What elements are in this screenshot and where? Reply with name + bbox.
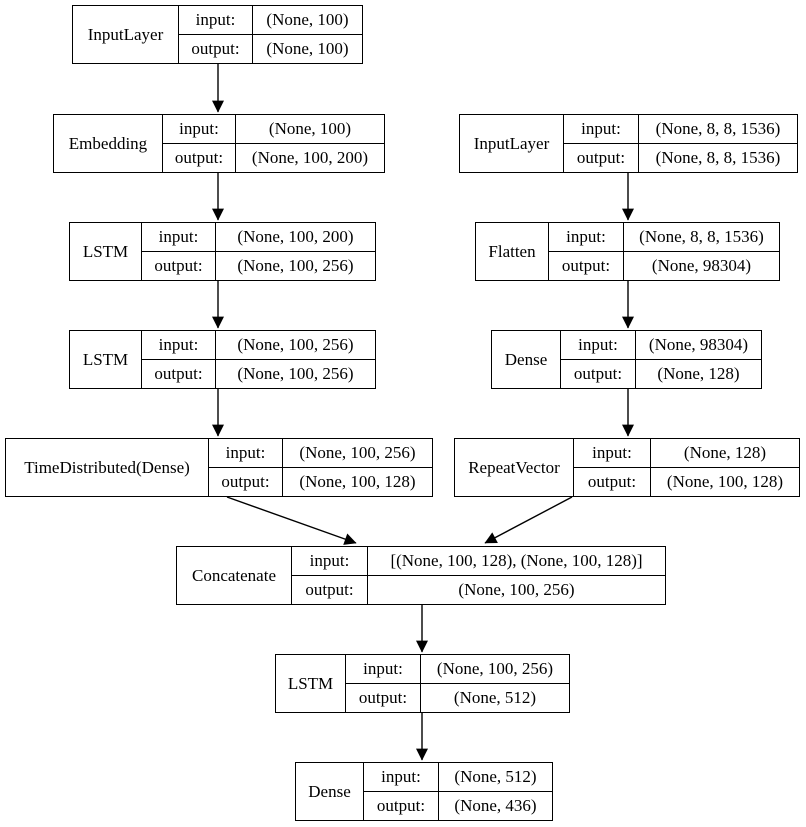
input-label: input: — [142, 331, 216, 359]
layer-name: Dense — [296, 763, 364, 820]
input-shape: (None, 100, 256) — [237, 335, 354, 354]
output-label: output: — [142, 360, 216, 388]
node-repeatvector — [454, 438, 800, 497]
output-shape: (None, 100, 200) — [251, 148, 369, 167]
output-shape: (None, 100, 128) — [666, 472, 784, 491]
input-label: input: — [163, 115, 236, 143]
layer-name: InputLayer — [460, 115, 564, 172]
layer-name: LSTM — [70, 331, 142, 388]
input-label: input: — [346, 655, 421, 683]
input-shape: (None, 100, 200) — [237, 227, 354, 246]
output-label: output: — [564, 144, 639, 172]
output-shape: (None, 100) — [266, 39, 349, 58]
input-label: input: — [209, 439, 283, 467]
output-label: output: — [574, 468, 651, 496]
input-label: input: — [179, 6, 253, 34]
input-shape: [(None, 100, 128), (None, 100, 128)] — [390, 551, 643, 570]
output-shape: (None, 128) — [657, 364, 740, 383]
layer-name: InputLayer — [73, 6, 179, 63]
output-label: output: — [163, 144, 236, 172]
output-label: output: — [142, 252, 216, 280]
output-label: output: — [549, 252, 624, 280]
node-dense-1 — [491, 330, 762, 389]
output-shape: (None, 436) — [454, 796, 537, 815]
layer-name: Concatenate — [177, 547, 292, 604]
input-shape: (None, 100) — [266, 10, 349, 29]
input-shape: (None, 100, 256) — [436, 659, 554, 678]
layer-name: TimeDistributed(Dense) — [6, 439, 209, 496]
layer-name: LSTM — [70, 223, 142, 280]
input-shape: (None, 100, 256) — [299, 443, 416, 462]
output-label: output: — [561, 360, 636, 388]
output-shape: (None, 100, 256) — [237, 256, 354, 275]
node-inputlayer-2 — [459, 114, 798, 173]
input-label: input: — [364, 763, 439, 791]
input-label: input: — [292, 547, 368, 575]
layer-name: Embedding — [54, 115, 163, 172]
layer-name: LSTM — [276, 655, 346, 712]
input-shape: (None, 512) — [454, 767, 537, 786]
layer-name: RepeatVector — [455, 439, 574, 496]
output-label: output: — [364, 792, 439, 820]
output-shape: (None, 100, 256) — [237, 364, 354, 383]
input-shape: (None, 8, 8, 1536) — [639, 227, 764, 246]
output-shape: (None, 100, 256) — [458, 580, 575, 599]
layer-name: Flatten — [476, 223, 549, 280]
input-label: input: — [574, 439, 651, 467]
output-label: output: — [179, 35, 253, 63]
input-label: input: — [549, 223, 624, 251]
output-shape: (None, 512) — [453, 688, 537, 707]
input-label: input: — [142, 223, 216, 251]
output-shape: (None, 100, 128) — [299, 472, 416, 491]
input-shape: (None, 8, 8, 1536) — [655, 119, 781, 138]
output-label: output: — [292, 576, 368, 604]
node-embedding — [53, 114, 385, 173]
node-lstm-2 — [69, 330, 376, 389]
node-dense-2 — [295, 762, 553, 821]
edge-repeatvector-concatenate — [485, 497, 572, 543]
input-shape: (None, 100) — [268, 119, 352, 138]
node-timedistributed-dense — [5, 438, 433, 497]
node-flatten — [475, 222, 780, 281]
node-lstm-3 — [275, 654, 570, 713]
node-lstm-1 — [69, 222, 376, 281]
node-inputlayer-1 — [72, 5, 363, 64]
output-shape: (None, 98304) — [651, 256, 752, 275]
output-shape: (None, 8, 8, 1536) — [655, 148, 781, 167]
input-shape: (None, 98304) — [648, 335, 749, 354]
input-label: input: — [564, 115, 639, 143]
node-concatenate — [176, 546, 666, 605]
output-label: output: — [346, 684, 421, 712]
input-label: input: — [561, 331, 636, 359]
output-label: output: — [209, 468, 283, 496]
edge-timedistributed-concatenate — [227, 497, 356, 543]
input-shape: (None, 128) — [683, 443, 767, 462]
layer-name: Dense — [492, 331, 561, 388]
